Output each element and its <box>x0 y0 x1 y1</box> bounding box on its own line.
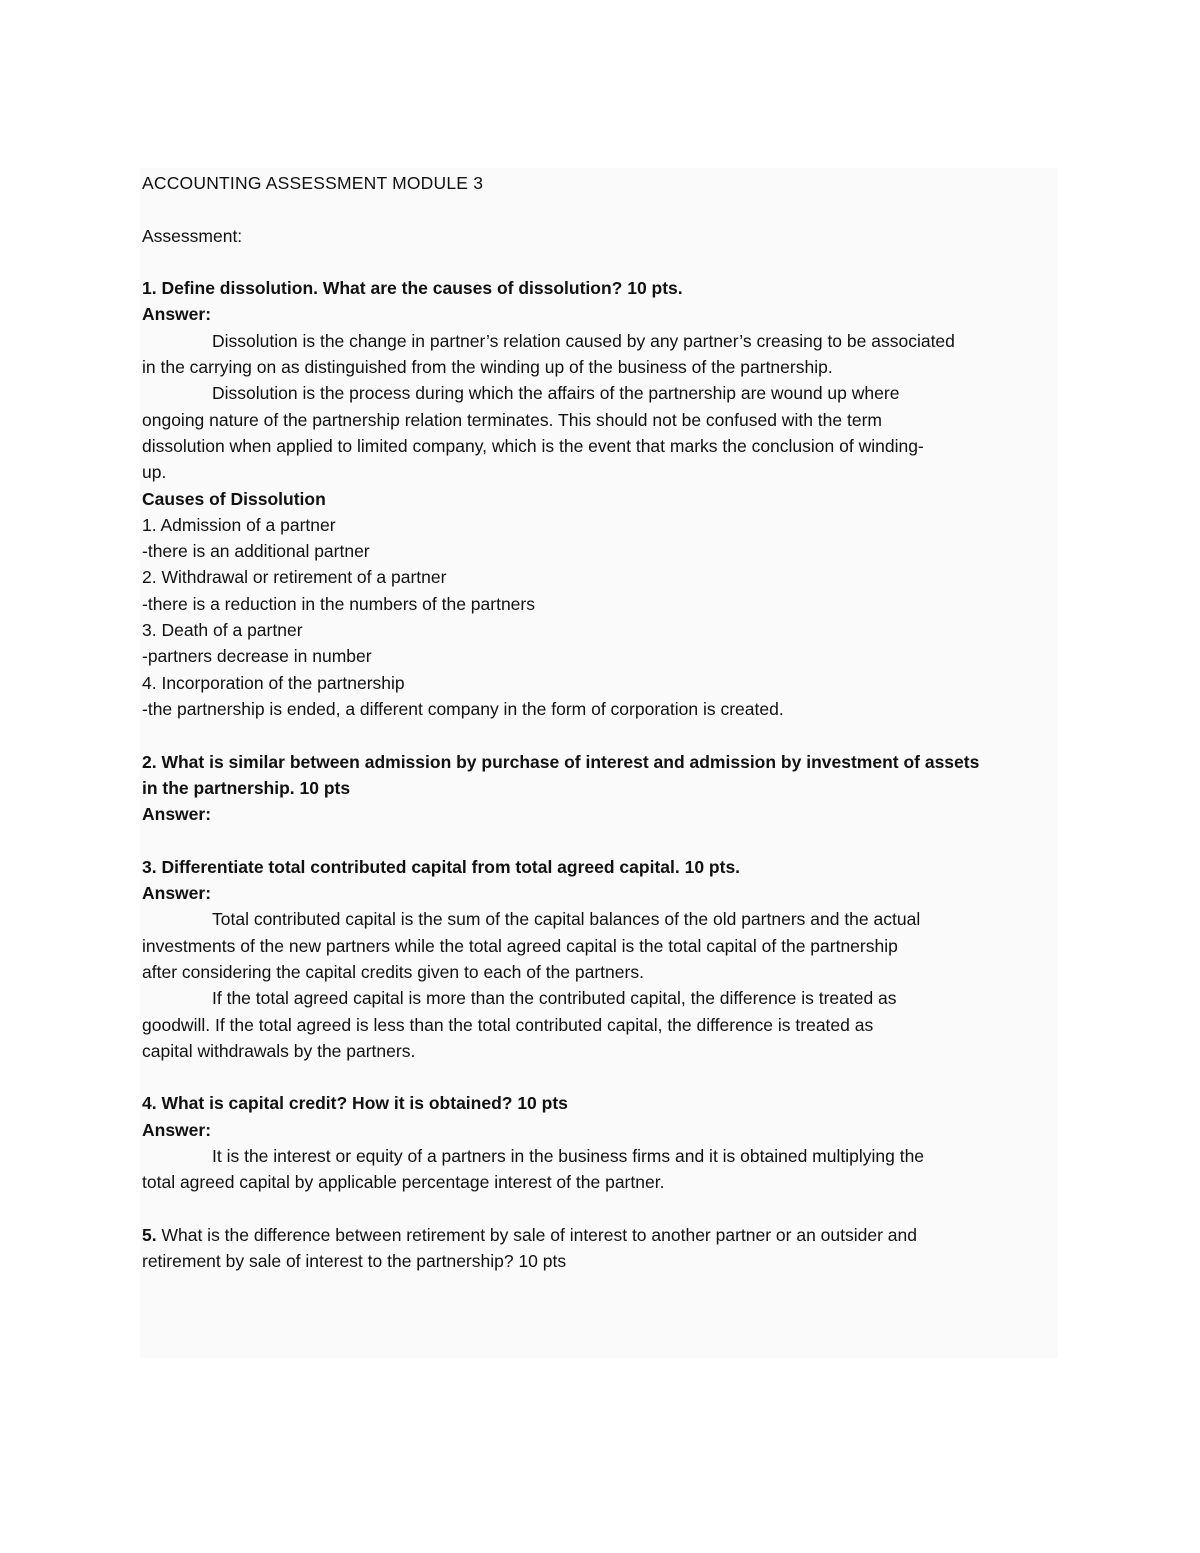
question-4: 4. What is capital credit? How it is obtained? 10 pts <box>142 1093 568 1114</box>
q3-paragraph-1-line-3: after considering the capital credits given to each of the partners. <box>142 961 644 982</box>
assessment-label: Assessment: <box>142 225 243 246</box>
question-5-number: 5. <box>142 1224 157 1245</box>
question-2-line-1: 2. What is similar between admission by purchase of interest and admission by investment of assets <box>142 751 980 772</box>
cause-note: -there is a reduction in the numbers of the partners <box>142 593 535 614</box>
q3-paragraph-2-line-1: If the total agreed capital is more than the contributed capital, the difference is treated as <box>212 988 897 1009</box>
q3-paragraph-1-line-2: investments of the new partners while the total agreed capital is the total capital of the partnership <box>142 935 898 956</box>
q3-paragraph-2-line-3: capital withdrawals by the partners. <box>142 1040 416 1061</box>
answer-label-4: Answer: <box>142 1119 212 1140</box>
answer-label-1: Answer: <box>142 304 212 325</box>
q1-paragraph-2-line-2: ongoing nature of the partnership relation terminates. This should not be confused with the term <box>142 409 882 430</box>
cause-note: -partners decrease in number <box>142 646 372 667</box>
q4-paragraph-1-line-2: total agreed capital by applicable percentage interest of the partner. <box>142 1172 665 1193</box>
q1-paragraph-1-line-1: Dissolution is the change in partner’s relation caused by any partner’s creasing to be associated <box>212 330 955 351</box>
question-3: 3. Differentiate total contributed capital from total agreed capital. 10 pts. <box>142 856 741 877</box>
question-1: 1. Define dissolution. What are the causes of dissolution? 10 pts. <box>142 278 683 299</box>
question-2-line-2: in the partnership. 10 pts <box>142 777 351 798</box>
cause-item: 3. Death of a partner <box>142 620 303 641</box>
cause-item: 2. Withdrawal or retirement of a partner <box>142 567 447 588</box>
document-body <box>142 170 1058 1274</box>
spacer <box>142 196 1058 222</box>
q1-paragraph-2-line-4: up. <box>142 462 167 483</box>
q4-paragraph-1-line-1: It is the interest or equity of a partners in the business firms and it is obtained multiplying the <box>212 1145 925 1166</box>
q1-paragraph-1-line-2: in the carrying on as distinguished from the winding up of the business of the partnership. <box>142 357 833 378</box>
cause-note: -the partnership is ended, a different company in the form of corporation is created. <box>142 698 784 719</box>
question-5-line-2: retirement by sale of interest to the partnership? 10 pts <box>142 1251 567 1272</box>
causes-heading: Causes of Dissolution <box>142 488 326 509</box>
cause-item: 1. Admission of a partner <box>142 514 336 535</box>
spacer <box>142 249 1058 275</box>
spacer <box>142 722 1058 748</box>
question-5-line-1-text: What is the difference between retirement by sale of interest to another partner or an outsider and <box>156 1224 917 1245</box>
spacer <box>142 1196 1058 1222</box>
answer-label-2: Answer: <box>142 804 212 825</box>
cause-note: -there is an additional partner <box>142 541 370 562</box>
q3-paragraph-1-line-1: Total contributed capital is the sum of the capital balances of the old partners and the actual <box>212 909 921 930</box>
q3-paragraph-2-line-2: goodwill. If the total agreed is less than the total contributed capital, the difference is treated as <box>142 1014 874 1035</box>
cause-item: 4. Incorporation of the partnership <box>142 672 405 693</box>
q1-paragraph-2-line-1: Dissolution is the process during which the affairs of the partnership are wound up where <box>212 383 900 404</box>
question-5-line-1 <box>142 1222 1058 1248</box>
answer-label-3: Answer: <box>142 883 212 904</box>
spacer <box>142 827 1058 853</box>
spacer <box>142 1064 1058 1090</box>
q1-paragraph-2-line-3: dissolution when applied to limited company, which is the event that marks the conclusion of winding- <box>142 435 924 456</box>
document-title: ACCOUNTING ASSESSMENT MODULE 3 <box>142 173 484 193</box>
